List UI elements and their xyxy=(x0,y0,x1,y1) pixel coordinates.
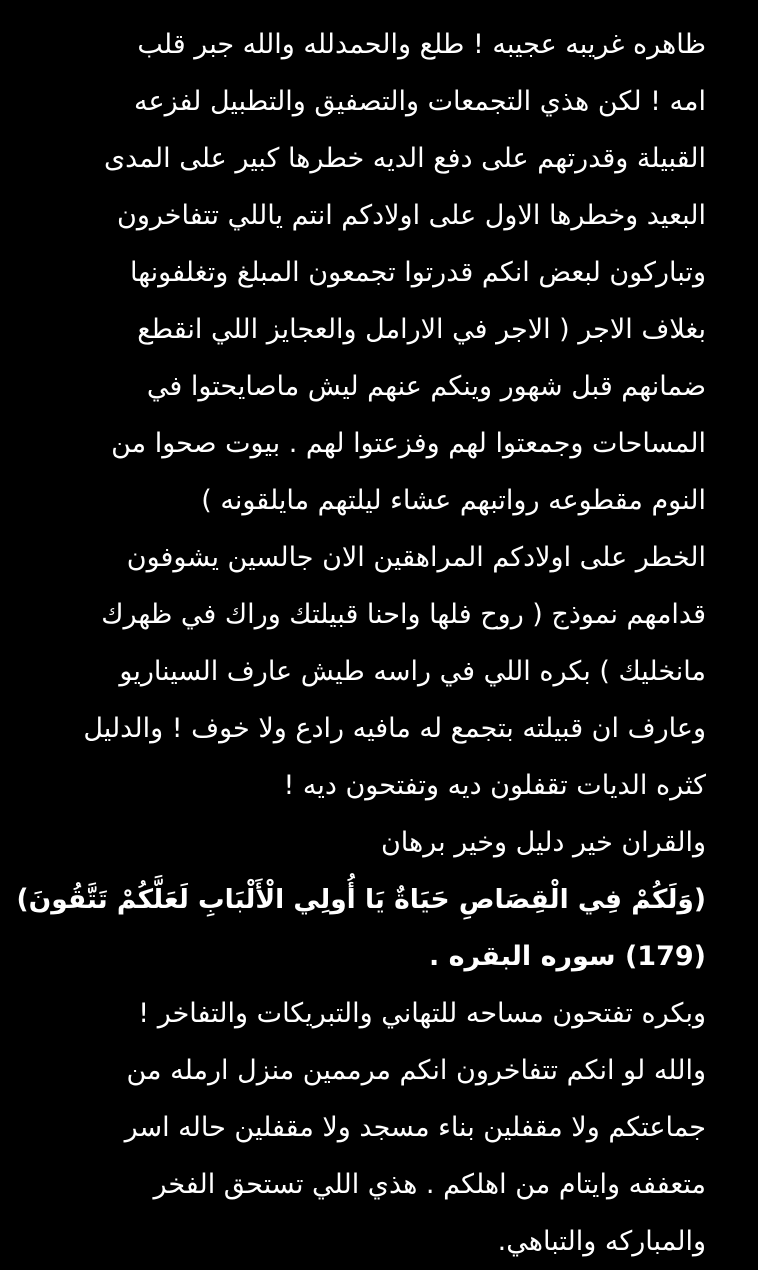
text-line: القبيلة وقدرتهم على دفع الديه خطرها كبير على المدى xyxy=(103,143,706,174)
text-line: المساحات وجمعتوا لهم وفزعتوا لهم . بيوت صحوا من xyxy=(111,428,706,459)
text-line: وبكره تفتحون مساحه للتهاني والتبريكات والتفاخر ! xyxy=(138,998,706,1029)
text-line: جماعتكم ولا مقفلين بناء مسجد ولا مقفلين حاله اسر xyxy=(124,1112,706,1143)
verse-reference-line: (179) سوره البقره . xyxy=(428,941,706,972)
text-line: الخطر على اولادكم المراهقين الان جالسين يشوفون xyxy=(126,542,706,573)
text-line: والمباركه والتباهي. xyxy=(497,1226,706,1257)
text-line: ضمانهم قبل شهور وينكم عنهم ليش ماصايحتوا في xyxy=(146,371,706,402)
quran-verse-line: (وَلَكُمْ فِي الْقِصَاصِ حَيَاةٌ يَا أُولِي الْأَلْبَابِ لَعَلَّكُمْ تَتَّقُونَ) xyxy=(16,884,706,915)
text-line: متعففه وايتام من اهلكم . هذي اللي تستحق الفخر xyxy=(153,1169,706,1200)
text-line: وتباركون لبعض انكم قدرتوا تجمعون المبلغ وتغلفونها xyxy=(129,257,706,288)
text-line: والله لو انكم تتفاخرون انكم مرممين منزل ارمله من xyxy=(126,1055,706,1086)
text-line: كثره الديات تقفلون ديه وتفتحون ديه ! xyxy=(283,770,706,801)
text-line: قدامهم نموذج ( روح فلها واحنا قبيلتك وراك في ظهرك xyxy=(101,599,706,630)
text-line: مانخليك ) بكره اللي في راسه طيش عارف السيناريو xyxy=(119,656,706,687)
text-line: والقران خير دليل وخير برهان xyxy=(380,827,706,858)
text-line: ظاهره غريبه عجيبه ! طلع والحمدلله والله جبر قلب xyxy=(137,29,706,60)
text-line: بغلاف الاجر ( الاجر في الارامل والعجايز اللي انقطع xyxy=(137,314,706,345)
text-line: وعارف ان قبيلته بتجمع له مافيه رادع ولا خوف ! والدليل xyxy=(83,713,706,744)
text-line: النوم مقطوعه رواتبهم عشاء ليلتهم مايلقونه ) xyxy=(201,485,706,516)
text-line: امه ! لكن هذي التجمعات والتصفيق والتطبيل لفزعه xyxy=(134,86,706,117)
text-line: البعيد وخطرها الاول على اولادكم انتم ياللي تتفاخرون xyxy=(117,200,706,231)
